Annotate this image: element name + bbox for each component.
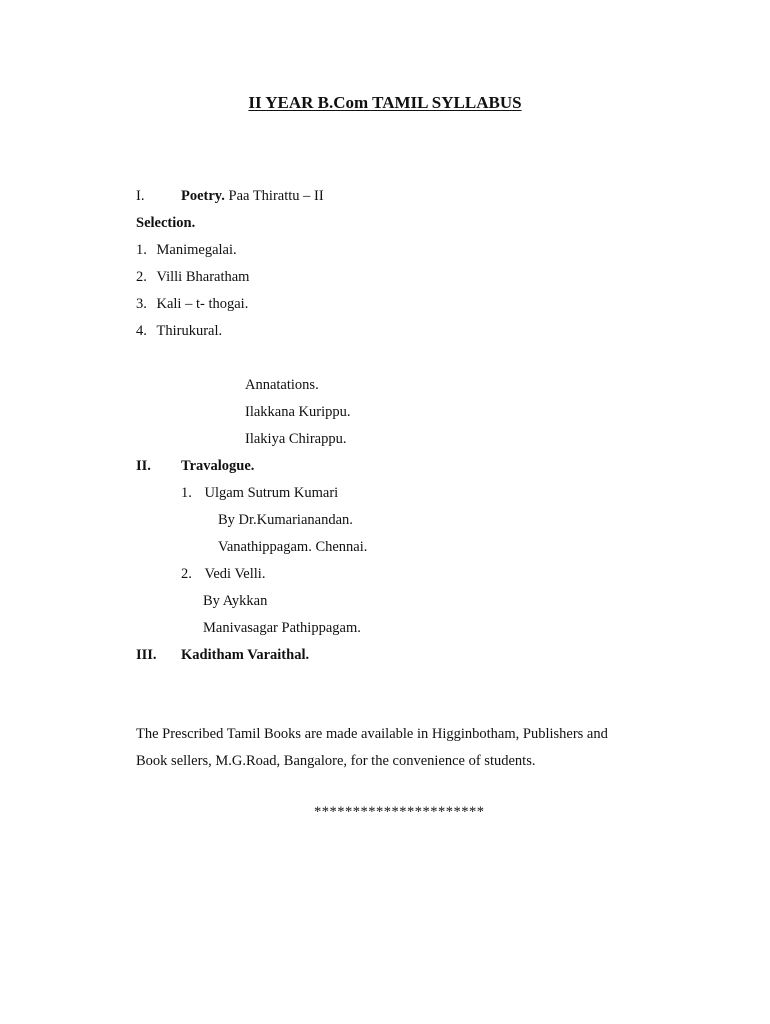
extra-ilakiya-chirappu: Ilakiya Chirappu.: [245, 431, 347, 447]
note-line-1: The Prescribed Tamil Books are made available in Higginbotham, Publishers and: [136, 726, 608, 742]
footer-divider-stars: **********************: [314, 804, 485, 820]
section-1-numeral: I.: [136, 188, 145, 204]
list-item-text: Villi Bharatham: [156, 269, 250, 285]
section-1-heading-line: [181, 188, 324, 205]
section-2-heading: Travalogue.: [181, 458, 255, 474]
list-item: [136, 323, 222, 340]
book-number: 2.: [181, 566, 192, 582]
list-item-text: Kali – t- thogai.: [156, 296, 249, 312]
list-item-text: Thirukural.: [156, 323, 223, 339]
note-line-2: Book sellers, M.G.Road, Bangalore, for the convenience of students.: [136, 753, 536, 769]
extra-ilakkana-kurippu: Ilakkana Kurippu.: [245, 404, 351, 420]
extra-annotations: Annatations.: [245, 377, 319, 393]
list-item-number: 4.: [136, 323, 147, 339]
list-item-number: 2.: [136, 269, 147, 285]
book-title: Ulgam Sutrum Kumari: [204, 485, 339, 501]
list-item-number: 1.: [136, 242, 147, 258]
section-3-heading: Kaditham Varaithal.: [181, 647, 310, 663]
book-number: 1.: [181, 485, 192, 501]
section-3-numeral: III.: [136, 647, 157, 663]
book-publisher: Manivasagar Pathippagam.: [203, 620, 361, 636]
selection-label: Selection.: [136, 215, 196, 231]
book-title-line: [181, 485, 338, 502]
section-2-numeral: II.: [136, 458, 151, 474]
book-author: By Dr.Kumarianandan.: [218, 512, 353, 528]
book-title-line: [181, 566, 265, 583]
book-publisher: Vanathippagam. Chennai.: [218, 539, 368, 555]
book-author: By Aykkan: [203, 593, 268, 609]
list-item: [136, 296, 248, 313]
list-item-number: 3.: [136, 296, 147, 312]
list-item: [136, 269, 249, 286]
book-title: Vedi Velli.: [204, 566, 266, 582]
section-1-heading: Poetry.: [181, 188, 225, 204]
list-item-text: Manimegalai.: [156, 242, 237, 258]
page-title: II YEAR B.Com TAMIL SYLLABUS: [248, 93, 522, 112]
list-item: [136, 242, 237, 259]
section-1-subtitle: Paa Thirattu – II: [228, 188, 324, 204]
